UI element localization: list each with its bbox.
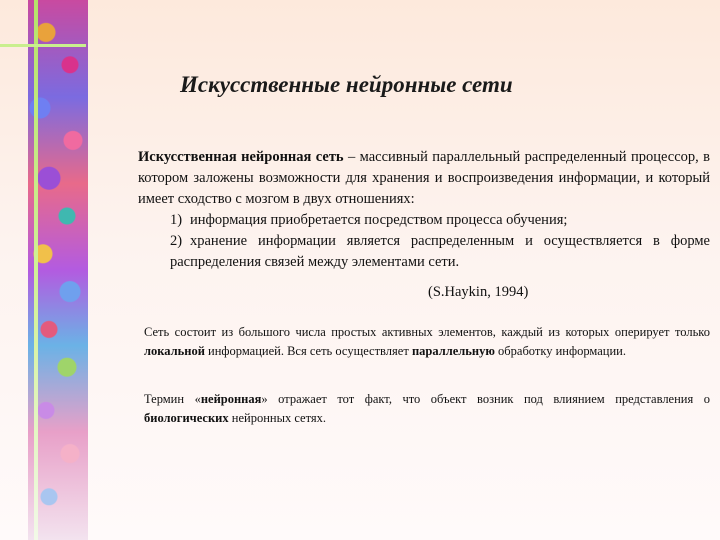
definition-list — [138, 210, 710, 273]
note-paragraph-1: Сеть состоит из большого числа простых активных элементов, каждый из которых оперирует только локальной информацией. Вся сеть осуществляет параллельную обработку информации. — [144, 325, 710, 358]
bold-word-local: локальной — [144, 344, 205, 358]
bold-word-neural: нейронная — [200, 392, 262, 406]
slide-title: Искусственные нейронные сети — [180, 72, 513, 97]
decorative-horizontal-line — [0, 44, 86, 47]
note-paragraph-2: Термин «нейронная» отражает тот факт, что объект возник под влиянием представления о биологических нейронных сетях. — [144, 392, 710, 425]
list-item: 2) хранение информации является распределенным и осуществляется в форме распределения связей между элементами сети. — [170, 233, 710, 270]
decorative-vertical-line — [34, 0, 38, 540]
definition-block — [138, 147, 710, 273]
definition-term: Искусственная нейронная сеть — [138, 149, 344, 165]
bold-word-parallel: параллельную — [411, 344, 495, 358]
definition-text: – массивный параллельный распределенный процессор, в котором заложены возможности для хранения и воспроизведения информации, и который имеет сходство с мозгом в двух отношениях: — [138, 149, 710, 207]
citation: (S.Haykin, 1994) — [428, 284, 529, 300]
list-item: 1) информация приобретается посредством процесса обучения; — [170, 212, 568, 228]
bold-word-biological: биологических — [144, 411, 229, 425]
